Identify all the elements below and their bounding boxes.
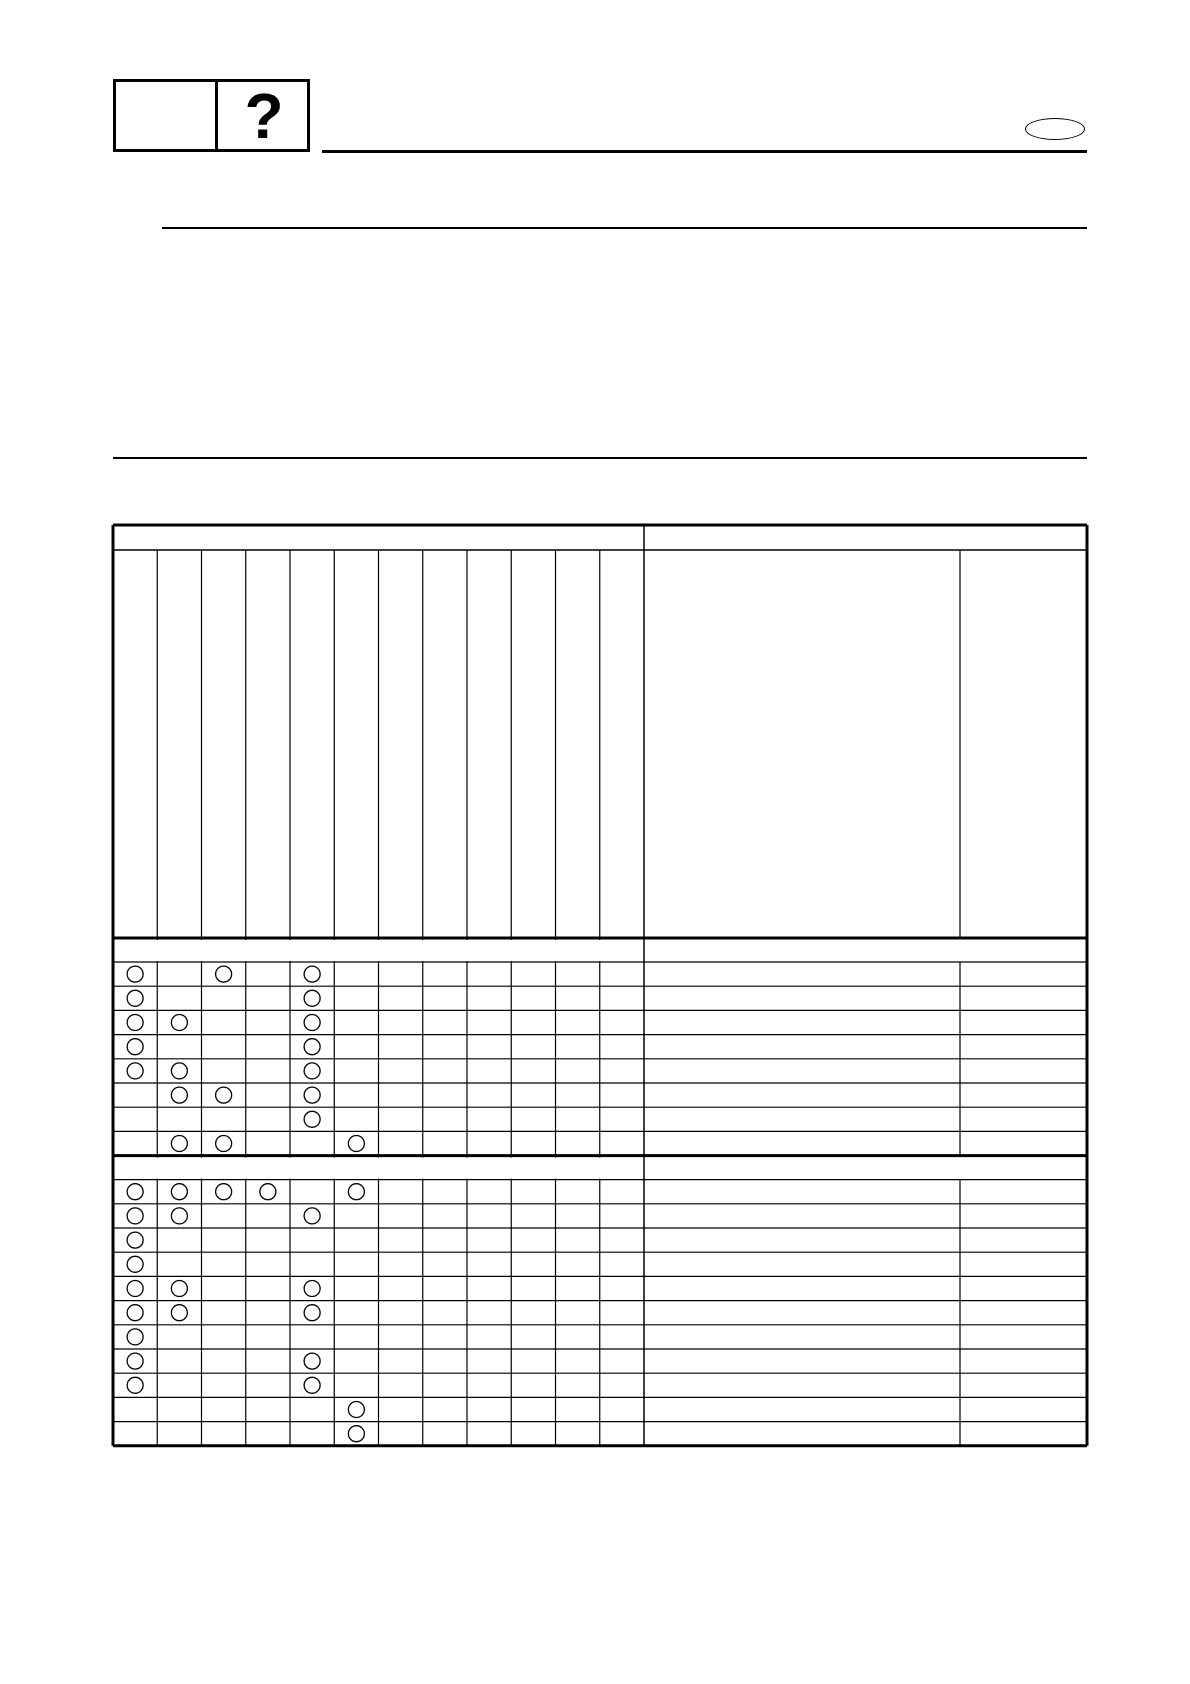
symptom-mark-circle	[260, 1184, 276, 1200]
symptom-mark-circle	[304, 966, 320, 982]
symptom-mark-circle	[127, 1208, 143, 1224]
symptom-mark-circle	[127, 1184, 143, 1200]
symptom-mark-circle	[171, 1087, 187, 1103]
symptom-mark-circle	[127, 1015, 143, 1031]
symptom-mark-circle	[304, 1208, 320, 1224]
symptom-mark-circle	[348, 1136, 364, 1152]
symptom-mark-circle	[171, 1015, 187, 1031]
symptom-mark-circle	[216, 1087, 232, 1103]
symptom-mark-circle	[304, 1281, 320, 1297]
section-header-cell	[115, 940, 643, 961]
symptom-mark-circle	[348, 1184, 364, 1200]
symptom-mark-circle	[127, 1256, 143, 1272]
symptom-mark-circle	[171, 1136, 187, 1152]
symptom-mark-circle	[348, 1426, 364, 1442]
symptom-mark-circle	[127, 1329, 143, 1345]
symptom-mark-circle	[127, 1281, 143, 1297]
symptom-mark-circle	[216, 1136, 232, 1152]
symptom-mark-circle	[348, 1402, 364, 1418]
section-cause-header-cell	[645, 1158, 1085, 1179]
symptom-mark-circle	[127, 1063, 143, 1079]
question-mark-icon: ?	[244, 79, 284, 152]
symptom-mark-circle	[304, 1087, 320, 1103]
section-cause-header-cell	[645, 940, 1085, 961]
symptom-mark-circle	[304, 1305, 320, 1321]
symptom-mark-circle	[127, 1039, 143, 1055]
symptom-mark-circle	[127, 966, 143, 982]
symptom-mark-circle	[171, 1305, 187, 1321]
symptom-mark-circle	[127, 1353, 143, 1369]
symptom-mark-circle	[304, 1063, 320, 1079]
symptom-mark-circle	[171, 1281, 187, 1297]
section-header-cell	[115, 1158, 643, 1179]
symptom-mark-circle	[127, 1377, 143, 1393]
symptom-mark-circle	[171, 1063, 187, 1079]
symptom-mark-circle	[127, 990, 143, 1006]
symptom-mark-circle	[216, 1184, 232, 1200]
symptom-mark-circle	[304, 1353, 320, 1369]
symptom-mark-circle	[304, 1111, 320, 1127]
symptom-mark-circle	[171, 1184, 187, 1200]
symptom-mark-circle	[216, 966, 232, 982]
symptom-mark-circle	[304, 1039, 320, 1055]
symptom-mark-circle	[171, 1208, 187, 1224]
symptom-mark-circle	[304, 1377, 320, 1393]
symptom-mark-circle	[304, 1015, 320, 1031]
symptom-mark-circle	[127, 1232, 143, 1248]
symptom-mark-circle	[304, 990, 320, 1006]
symptom-mark-circle	[127, 1305, 143, 1321]
